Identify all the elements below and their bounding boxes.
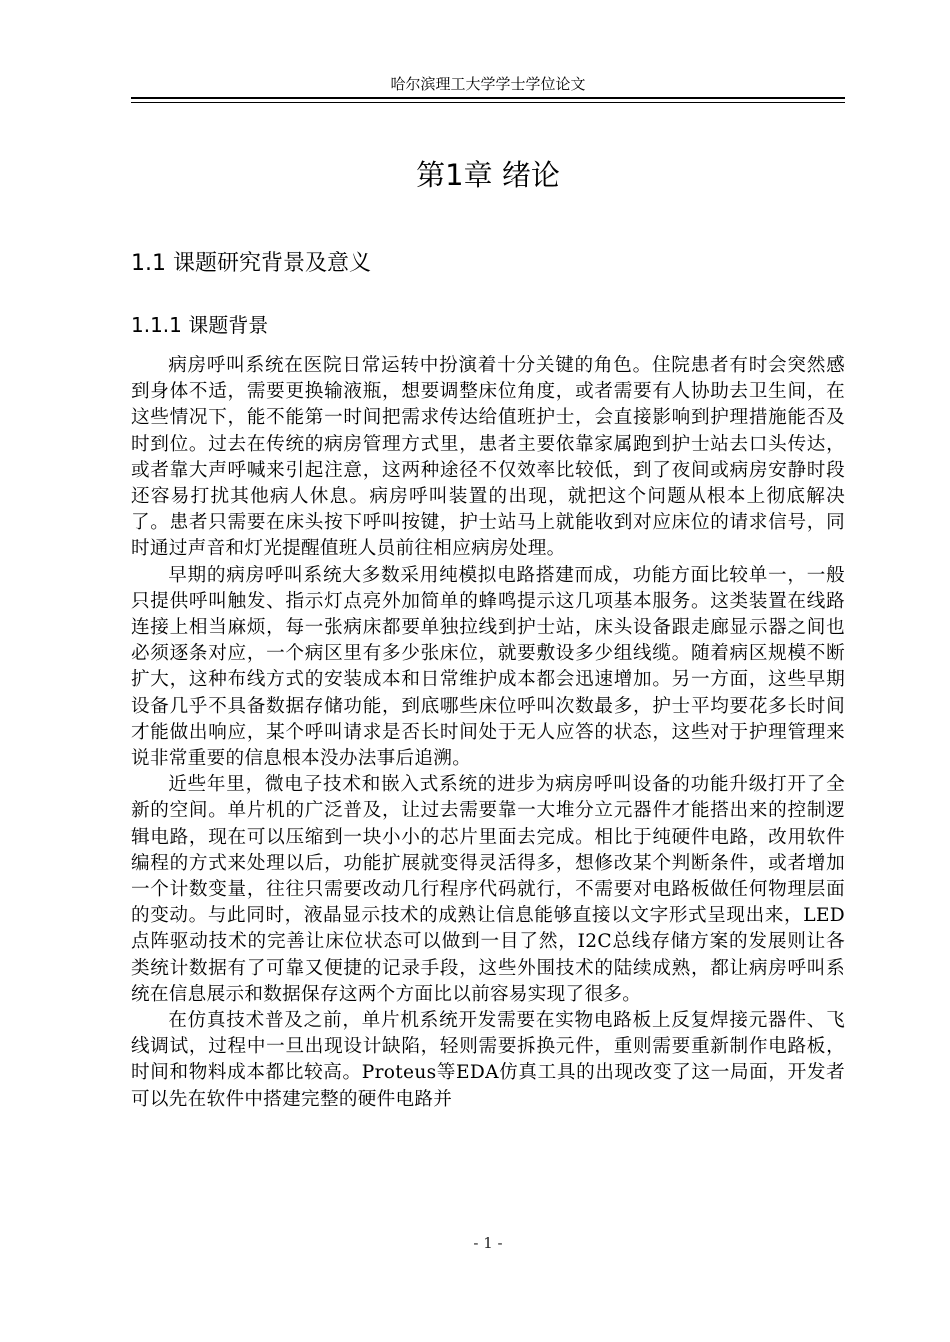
header-rule-thick: [131, 97, 845, 99]
running-header: 哈尔滨理工大学学士学位论文: [390, 75, 586, 93]
paragraph-3: 近些年里，微电子技术和嵌入式系统的进步为病房呼叫设备的功能升级打开了全新的空间。单片机的广泛普及，让过去需要靠一大堆分立元器件才能搭出来的控制逻辑电路，现在可以压缩到一块小小的芯片里面去完成。相比于纯硬件电路，改用软件编程的方式来处理以后，功能扩展就变得灵活得多，想修改某个判断条件，或者增加一个计数变量，往往只需要改动几行程序代码就行，不需要对电路板做任何物理层面的变动。与此同时，液晶显示技术的成熟让信息能够直接以文字形式呈现出来，LED点阵驱动技术的完善让床位状态可以做到一目了然，I2C总线存储方案的发展则让各类统计数据有了可靠又便捷的记录手段，这些外围技术的陆续成熟，都让病房呼叫系统在信息展示和数据保存这两个方面比以前容易实现了很多。: [131, 774, 845, 1005]
header-rule-thin: [131, 102, 845, 103]
paragraph-2: 早期的病房呼叫系统大多数采用纯模拟电路搭建而成，功能方面比较单一，一般只提供呼叫触发、指示灯点亮外加简单的蜂鸣提示这几项基本服务。这类装置在线路连接上相当麻烦，每一张病床都要单独拉线到护士站，床头设备跟走廊显示器之间也必须逐条对应，一个病区里有多少张床位，就要敷设多少组线缆。随着病区规模不断扩大，这种布线方式的安装成本和日常维护成本都会迅速增加。另一方面，这些早期设备几乎不具备数据存储功能，到底哪些床位呼叫次数最多，护士平均要花多长时间才能做出响应，某个呼叫请求是否长时间处于无人应答的状态，这些对于护理管理来说非常重要的信息根本没办法事后追溯。: [131, 564, 845, 770]
chapter-title: 第1章 绪论: [416, 158, 560, 192]
subsection-heading: 1.1.1 课题背景: [131, 313, 269, 337]
paragraph-1: 病房呼叫系统在医院日常运转中扮演着十分关键的角色。住院患者有时会突然感到身体不适，需要更换输液瓶，想要调整床位角度，或者需要有人协助去卫生间，在这些情况下，能不能第一时间把需求传达给值班护士，会直接影响到护理措施能否及时到位。过去在传统的病房管理方式里，患者主要依靠家属跑到护士站去口头传达，或者靠大声呼喊来引起注意，这两种途径不仅效率比较低，到了夜间或病房安静时段还容易打扰其他病人休息。病房呼叫装置的出现，就把这个问题从根本上彻底解决了。患者只需要在床头按下呼叫按键，护士站马上就能收到对应床位的请求信号，同时通过声音和灯光提醒值班人员前往相应病房处理。: [131, 355, 845, 560]
section-heading: 1.1 课题研究背景及意义: [131, 251, 371, 276]
paragraph-4: 在仿真技术普及之前，单片机系统开发需要在实物电路板上反复焊接元器件、飞线调试，过程中一旦出现设计缺陷，轻则需要拆换元件，重则需要重新制作电路板，时间和物料成本都比较高。Proteus等EDA仿真工具的出现改变了这一局面，开发者可以先在软件中搭建完整的硬件电路并: [131, 1010, 845, 1110]
body-text: [131, 353, 845, 1113]
page-number: - 1 -: [473, 1234, 503, 1252]
